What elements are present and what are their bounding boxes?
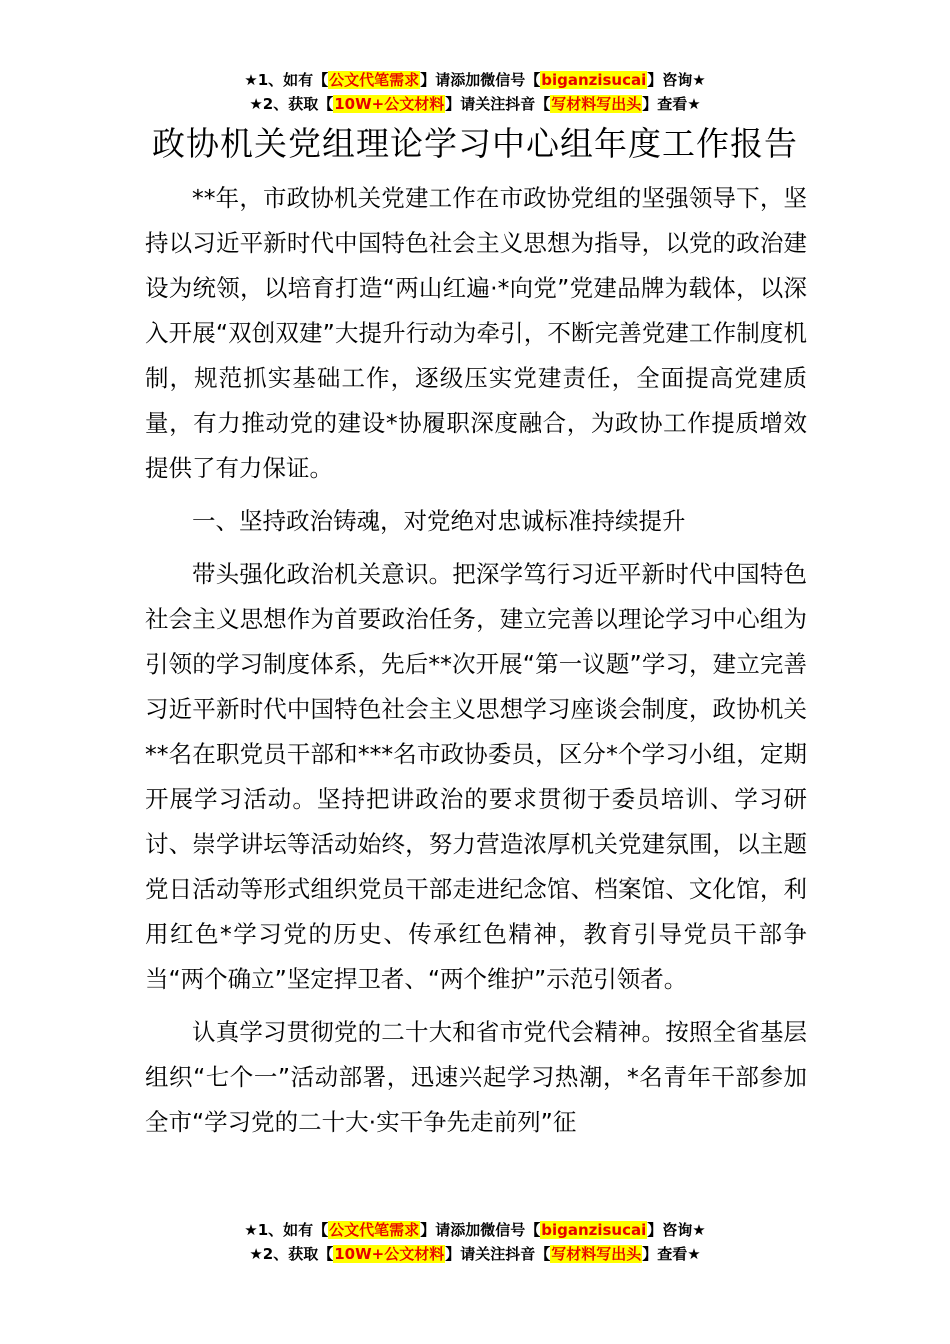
document-body (145, 176, 807, 1153)
banner-line-1 (0, 68, 950, 92)
banner-text: ★1、如有【 (244, 71, 329, 89)
body-paragraph-intro: **年，市政协机关党建工作在市政协党组的坚强领导下，坚持以习近平新时代中国特色社会主义思想为指导，以党的政治建设为统领，以培育打造“两山红遍·*向党”党建品牌为载体，以深入开展“双创双建”大提升行动为牵引，不断完善党建工作制度机制，规范抓实基础工作，逐级压实党建责任，全面提高党建质量，有力推动党的建设*协履职深度融合，为政协工作提质增效提供了有力保证。 (145, 184, 807, 482)
banner-highlight: 10W+公文材料 (334, 95, 445, 113)
body-paragraph-congress-study: 认真学习贯彻党的二十大和省市党代会精神。按照全省基层组织“七个一”活动部署，迅速兴起学习热潮，*名青年干部参加全市“学习党的二十大·实干争先走前列”征 (145, 1018, 807, 1136)
bottom-banner (0, 1218, 950, 1266)
section-heading-1: 一、坚持政治铸魂，对党绝对忠诚标准持续提升 (192, 507, 686, 535)
banner-highlight: 公文代笔需求 (329, 1221, 420, 1239)
document-title: 政协机关党组理论学习中心组年度工作报告 (152, 124, 798, 163)
banner-text: 】查看★ (642, 95, 701, 113)
banner-text: 】请添加微信号【 (420, 1221, 541, 1239)
banner-text: ★1、如有【 (244, 1221, 329, 1239)
top-banner (0, 68, 950, 116)
banner-text: 】查看★ (642, 1245, 701, 1263)
banner-highlight: 写材料写出头 (551, 95, 642, 113)
banner-text: 】请添加微信号【 (420, 71, 541, 89)
banner-line-2 (0, 92, 950, 116)
banner-highlight: 10W+公文材料 (334, 1245, 445, 1263)
banner-text: 】咨询★ (647, 1221, 706, 1239)
banner-text: 】咨询★ (647, 71, 706, 89)
banner-text: 】请关注抖音【 (445, 95, 551, 113)
body-paragraph-political-awareness: 带头强化政治机关意识。把深学笃行习近平新时代中国特色社会主义思想作为首要政治任务，建立完善以理论学习中心组为引领的学习制度体系，先后**次开展“第一议题”学习，建立完善习近平新时代中国特色社会主义思想学习座谈会制度，政协机关**名在职党员干部和***名市政协委员，区分*个学习小组，定期开展学习活动。坚持把讲政治的要求贯彻于委员培训、学习研讨、崇学讲坛等活动始终，努力营造浓厚机关党建氛围，以主题党日活动等形式组织党员干部走进纪念馆、档案馆、文化馆，利用红色*学习党的历史、传承红色精神，教育引导党员干部争当“两个确立”坚定捍卫者、“两个维护”示范引领者。 (145, 560, 807, 993)
banner-highlight: biganzisucai (541, 1221, 647, 1239)
banner-line-2 (0, 1242, 950, 1266)
banner-text: ★2、获取【 (249, 95, 334, 113)
banner-highlight: 写材料写出头 (551, 1245, 642, 1263)
banner-highlight: 公文代笔需求 (329, 71, 420, 89)
banner-line-1 (0, 1218, 950, 1242)
banner-text: ★2、获取【 (249, 1245, 334, 1263)
banner-highlight: biganzisucai (541, 71, 647, 89)
banner-text: 】请关注抖音【 (445, 1245, 551, 1263)
